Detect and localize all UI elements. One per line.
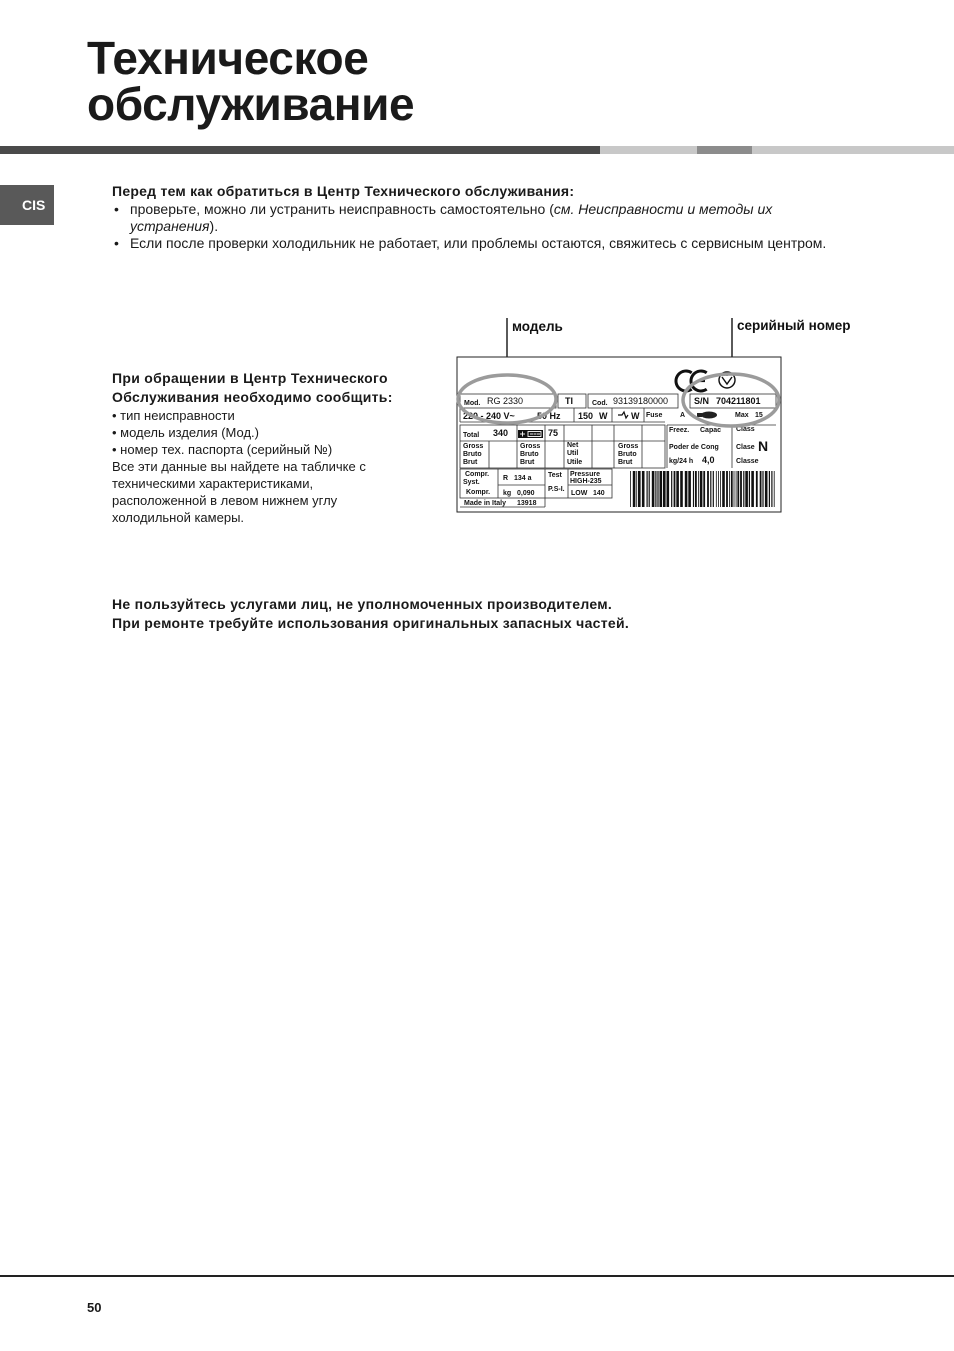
page-number: 50 (87, 1300, 102, 1315)
fuse-unit: A (680, 412, 686, 419)
barcode-bar (774, 471, 775, 507)
section-heading: Перед тем как обратиться в Центр Технического обслуживания: (112, 183, 575, 199)
barcode-bar (743, 471, 744, 507)
net-label: Net (567, 442, 579, 449)
barcode-bar (688, 471, 691, 507)
language-tab: CIS (0, 185, 54, 225)
gross-label: Brut (520, 459, 535, 466)
barcode-bar (756, 471, 758, 507)
climate-class-value: N (758, 438, 769, 454)
callout-serial-label: серийный номер (737, 318, 851, 333)
barcode-bar (722, 471, 725, 507)
warning-line: При ремонте требуйте использования оригинальных запасных частей. (112, 615, 630, 631)
class-label: Class (736, 426, 755, 433)
cod-label: Cod. (592, 400, 608, 407)
list-item (114, 201, 922, 235)
net-label: Util (567, 450, 579, 457)
refrigerant-label: R (503, 475, 509, 482)
list-item-text-end: ). (209, 218, 219, 234)
classe-label: Classe (736, 458, 759, 465)
barcode-bar (751, 471, 754, 507)
barcode-bar (671, 471, 672, 507)
frequency-value: 50 Hz (537, 411, 561, 421)
paragraph-line: Все эти данные вы найдете на табличке с (112, 459, 366, 474)
barcode-bar (729, 471, 730, 507)
barcode-bar (731, 471, 733, 507)
barcode-bar (713, 471, 714, 507)
barcode-bar (695, 471, 697, 507)
page-title: Техническое обслуживание (87, 32, 415, 130)
barcode-bar (734, 471, 735, 507)
gross-label: Brut (463, 459, 478, 466)
barcode-bar (737, 471, 739, 507)
freezer-volume-value: 75 (548, 428, 559, 438)
model-value: RG 2330 (487, 396, 524, 406)
barcode-bar (698, 471, 699, 507)
gross-label: Bruto (463, 451, 482, 458)
gross-label: Gross (618, 443, 639, 450)
gross-label: Brut (618, 459, 633, 466)
mod-label: Mod. (464, 400, 481, 407)
paragraph-line: техническими характеристиками, (112, 476, 314, 491)
barcode-bar (749, 471, 750, 507)
barcode-bar (647, 471, 648, 507)
section-service-info (112, 369, 432, 526)
made-in-label: Made in Italy (464, 500, 507, 507)
voltage-value: 220 - 240 V~ (463, 411, 515, 421)
bullet-marker: • (114, 201, 119, 217)
barcode-bar (657, 471, 658, 507)
charge-label: kg (503, 490, 512, 497)
barcode-bar (652, 471, 655, 507)
gross-label: Bruto (520, 451, 539, 458)
total-label: Total (463, 432, 480, 439)
plate-row-identification (460, 394, 776, 408)
freezing-capacity-value: 4,0 (702, 455, 715, 465)
info-item: • номер тех. паспорта (серийный №) (112, 442, 333, 457)
serial-value: 704211801 (716, 396, 761, 406)
refrigerant-value: 134 a (514, 475, 532, 482)
four-star-freezer-icon (518, 430, 543, 438)
barcode-bar (630, 471, 631, 507)
gross-label: Gross (520, 443, 541, 450)
header-bar-dark (0, 146, 600, 154)
list-item-text: Если после проверки холодильник не работает, или проблемы остаются, свяжитесь с сервисным центром. (130, 235, 827, 251)
made-code: 13918 (517, 500, 537, 507)
header-bar-mid (697, 146, 752, 154)
defrost-unit: W (631, 411, 640, 421)
warning-line: Не пользуйтесь услугами лиц, не уполномоченных производителем. (112, 596, 613, 612)
barcode-bar (642, 471, 645, 507)
power-value: 150 (578, 411, 594, 421)
pressure-label: Pressure (570, 471, 600, 478)
barcode-bar (700, 471, 703, 507)
low-label: LOW (571, 490, 588, 497)
bullet-marker: • (114, 235, 119, 251)
barcode-bar (726, 471, 728, 507)
barcode-bar (740, 471, 742, 507)
freez-label: Freez. (669, 427, 690, 434)
barcode-bar (680, 471, 683, 507)
barcode-bar (674, 471, 676, 507)
capac-label: Capac (700, 427, 722, 434)
bullet-list (112, 201, 922, 252)
barcode-bar (655, 471, 656, 507)
barcode-bar (663, 471, 666, 507)
barcode-bar (638, 471, 641, 507)
barcode-bar (745, 471, 748, 507)
max-label: Max (735, 412, 749, 419)
barcode-bar (769, 471, 770, 507)
barcode-bar (765, 471, 768, 507)
callout-model-label: модель (512, 319, 563, 334)
barcode-bar (660, 471, 663, 507)
barcode-bar (762, 471, 763, 507)
section-heading-line: При обращении в Центр Технического (112, 370, 388, 386)
section-heading-line: Обслуживания необходимо сообщить: (112, 389, 393, 405)
pressure-high: HIGH-235 (570, 478, 602, 485)
list-item-text: проверьте, можно ли устранить неисправность самостоятельно ( (130, 201, 554, 217)
barcode-bar (760, 471, 762, 507)
kompr-label: Kompr. (466, 489, 491, 496)
section-before-service (112, 182, 922, 252)
barcode-bar (649, 471, 650, 507)
gross-label: Gross (463, 443, 484, 450)
warning-notice (112, 595, 912, 633)
power-unit: W (599, 411, 608, 421)
barcode-bar (667, 471, 670, 507)
low-value: 140 (593, 490, 605, 497)
total-value: 340 (493, 428, 509, 438)
ti-label: TI (565, 396, 573, 406)
footer-rule (0, 1275, 954, 1277)
test-label: Test (548, 472, 562, 479)
barcode-bar (707, 471, 709, 507)
sn-label: S/N (694, 396, 710, 406)
poder-label: Poder de Cong (669, 444, 719, 451)
header-bar-light-1 (600, 146, 697, 154)
clase-label: Clase (736, 444, 755, 451)
barcode-bar (718, 471, 719, 507)
compr-label: Compr. (465, 471, 490, 478)
barcode-bar (633, 471, 636, 507)
barcode-bar (716, 471, 717, 507)
psi-label: P.S-I. (548, 486, 565, 493)
barcode-bar (676, 471, 679, 507)
barcode-bar (703, 471, 705, 507)
barcode-bar (710, 471, 711, 507)
barcode-bar (720, 471, 721, 507)
header-bar-light-2 (752, 146, 954, 154)
paragraph-line: холодильной камеры. (112, 510, 245, 525)
paragraph-line: расположенной в левом нижнем углу (112, 493, 338, 508)
net-label: Utile (567, 459, 583, 466)
barcode-bar (685, 471, 688, 507)
kg24h-label: kg/24 h (669, 458, 694, 465)
barcode-bar (736, 471, 737, 507)
max-value: 15 (755, 412, 763, 419)
gross-label: Bruto (618, 451, 637, 458)
charge-value: 0,090 (517, 490, 535, 497)
cross-reference-continued: устранения (130, 218, 210, 234)
compr-label: Syst. (463, 479, 480, 486)
cod-value: 93139180000 (613, 396, 669, 406)
info-item: • тип неисправности (112, 408, 235, 423)
list-item (114, 235, 922, 252)
barcode-bar (636, 471, 637, 507)
info-item: • модель изделия (Мод.) (112, 425, 259, 440)
fuse-label: Fuse (646, 412, 663, 419)
barcode-bar (771, 471, 772, 507)
rating-plate-figure (440, 310, 870, 520)
barcode-bar (693, 471, 694, 507)
cross-reference: см. Неисправности и методы их (553, 201, 773, 217)
